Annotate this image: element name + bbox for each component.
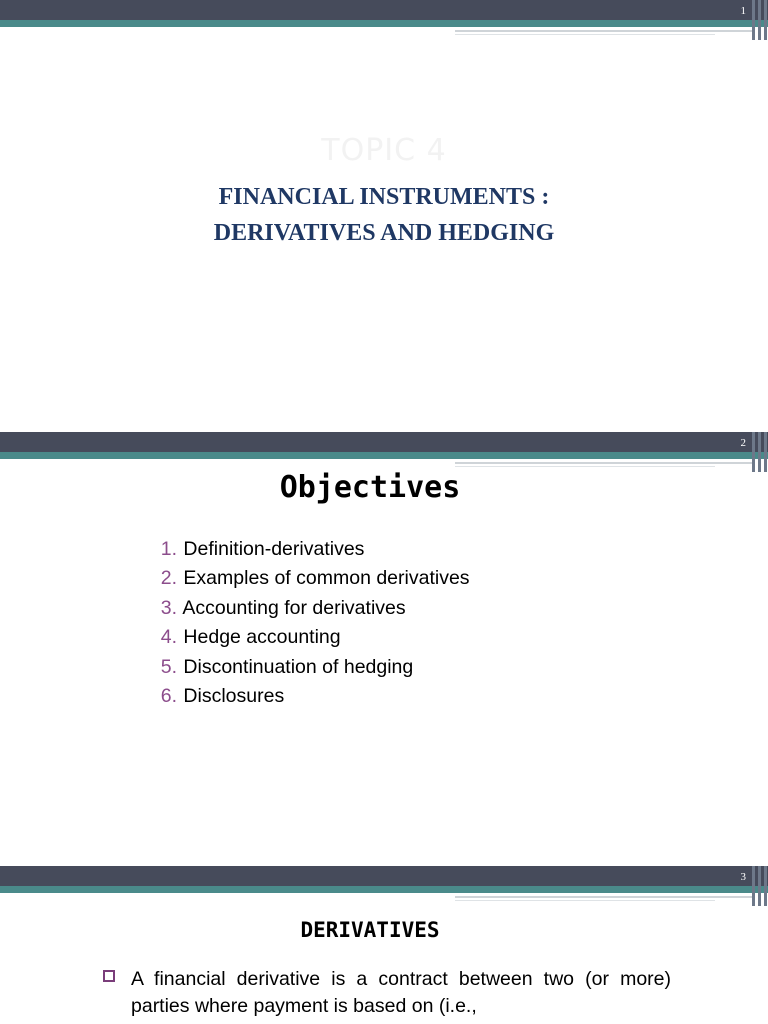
slide-1 xyxy=(0,0,768,432)
header-teal-bar xyxy=(0,452,768,459)
topic-label: TOPIC 4 xyxy=(321,133,447,168)
list-item xyxy=(140,685,470,714)
slide-3 xyxy=(0,866,768,1024)
header-vertical-bar xyxy=(758,432,761,472)
header-vertical-bar xyxy=(752,432,755,472)
header-vertical-bar xyxy=(758,866,761,906)
header-vertical-bar xyxy=(764,866,767,906)
header-accent-line xyxy=(455,900,715,901)
list-item xyxy=(140,626,470,655)
list-item xyxy=(140,538,470,567)
slide-title: Objectives xyxy=(279,470,461,505)
header-accent-line xyxy=(455,34,715,35)
slide-title: DERIVATIVES xyxy=(300,918,440,942)
list-item xyxy=(140,656,470,685)
slide-2 xyxy=(0,432,768,866)
header-vertical-bar xyxy=(758,0,761,40)
header-dark-bar xyxy=(0,866,768,886)
slide-header-band xyxy=(0,432,768,474)
list-item-text: Discontinuation of hedging xyxy=(183,655,414,678)
slide-number: 1 xyxy=(740,5,746,17)
list-item-number: 5. xyxy=(160,655,177,678)
slide-number: 3 xyxy=(740,871,746,883)
header-dark-bar xyxy=(0,432,768,452)
list-item-text: Hedge accounting xyxy=(183,626,341,649)
header-teal-bar xyxy=(0,886,768,893)
header-dark-bar xyxy=(0,0,768,20)
header-vertical-bar xyxy=(764,0,767,40)
slide-header-band xyxy=(0,866,768,908)
list-item-text: Examples of common derivatives xyxy=(183,567,470,590)
slide-header-band xyxy=(0,0,768,42)
slide-paragraph: A financial derivative is a contract between two (or more) parties where payment is based on (i.e., xyxy=(131,968,671,1017)
header-accent-line xyxy=(455,462,755,464)
list-item-number: 2. xyxy=(160,567,177,590)
slide-title-line-1: FINANCIAL INSTRUMENTS : xyxy=(218,184,550,210)
objectives-list xyxy=(140,538,470,714)
header-teal-bar xyxy=(0,20,768,27)
list-item-text: Disclosures xyxy=(183,684,285,707)
slide-number: 2 xyxy=(740,437,746,449)
list-item-number: 1. xyxy=(160,538,177,560)
list-item-number: 3. xyxy=(160,596,177,619)
header-accent-line xyxy=(455,30,755,32)
header-vertical-bar xyxy=(752,866,755,906)
header-accent-line xyxy=(455,466,715,467)
list-item-number: 4. xyxy=(160,626,177,649)
list-item xyxy=(140,567,470,596)
header-vertical-bar xyxy=(764,432,767,472)
header-accent-line xyxy=(455,896,755,898)
list-item-text: Accounting for derivatives xyxy=(182,596,406,619)
slide-title-line-2: DERIVATIVES AND HEDGING xyxy=(213,220,555,246)
list-item xyxy=(140,597,470,626)
list-item-text: Definition-derivatives xyxy=(183,538,365,560)
list-item-number: 6. xyxy=(160,684,177,707)
square-bullet-icon xyxy=(103,970,115,982)
header-vertical-bar xyxy=(752,0,755,40)
